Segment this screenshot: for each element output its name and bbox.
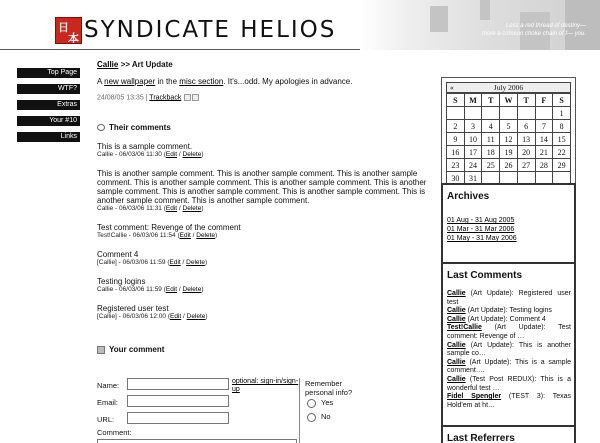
calendar-day[interactable]: 5	[500, 120, 518, 133]
calendar-day[interactable]: 28	[535, 159, 553, 172]
edit-comment-link[interactable]: Edit	[165, 205, 178, 213]
comment-meta: Callie - 06/03/06 11:59 (Edit / Delete)	[97, 286, 204, 294]
weekday-label: W	[500, 94, 518, 107]
calendar-week	[447, 159, 571, 172]
last-comment-author-link[interactable]: Callie	[447, 358, 466, 366]
nav-links[interactable]: Links	[17, 132, 80, 142]
delete-comment-link[interactable]: Delete	[186, 259, 205, 267]
post-author-link[interactable]: Callie	[97, 60, 119, 69]
calendar-day[interactable]: 2	[447, 120, 465, 133]
delete-comment-link[interactable]: Delete	[182, 151, 202, 159]
calendar-day[interactable]: 10	[464, 133, 482, 146]
weekday-label: S	[447, 94, 465, 107]
calendar-day[interactable]: 11	[482, 133, 500, 146]
calendar-day[interactable]: 13	[517, 133, 535, 146]
calendar-day	[535, 107, 553, 120]
calendar-week	[447, 120, 571, 133]
last-comment-author-link[interactable]: Callie	[447, 375, 466, 383]
last-comment-excerpt: (Art Update): This is another sample co…	[447, 341, 571, 358]
delete-comment-link[interactable]: Delete	[196, 232, 216, 240]
misc-section-link[interactable]: misc section	[179, 77, 224, 86]
last-comment-author-link[interactable]: Callie	[447, 307, 466, 315]
calendar-grid	[446, 93, 571, 185]
remember-no[interactable]: No	[307, 412, 331, 422]
last-comment-excerpt: (TEST 3): Texas Hold'em at ht…	[447, 393, 571, 409]
permalink-icon[interactable]	[192, 94, 199, 101]
name-input[interactable]	[127, 378, 229, 390]
radio-yes-icon[interactable]	[307, 399, 316, 408]
calendar-day[interactable]: 23	[447, 159, 465, 172]
calendar-day[interactable]: 26	[500, 159, 518, 172]
weekday-label: T	[482, 94, 500, 107]
comment-item	[97, 304, 437, 321]
comment-item	[97, 169, 437, 213]
last-comment-item	[447, 316, 571, 325]
last-comment-author-link[interactable]: Callie	[447, 290, 466, 297]
last-comment-item	[447, 342, 571, 359]
comment-text: This is a sample comment.	[97, 142, 193, 152]
archives-title: Archives	[447, 191, 490, 202]
comment-meta: Callie - 06/03/06 11:30 (Edit / Delete)	[97, 151, 204, 159]
calendar-day[interactable]: 31	[464, 172, 482, 185]
calendar-day[interactable]: 17	[464, 146, 482, 159]
comment-text: Testing logins	[97, 277, 146, 287]
last-referrers-title: Last Referrers	[447, 433, 515, 443]
calendar-day[interactable]: 4	[482, 120, 500, 133]
last-comment-author-link[interactable]: Fidel Spengler	[447, 393, 502, 401]
last-comment-excerpt: (Art Update): Registered user test	[447, 290, 571, 306]
calendar-day[interactable]: 14	[535, 133, 553, 146]
speech-bubble-icon	[97, 124, 105, 131]
radio-no-icon[interactable]	[307, 413, 316, 422]
last-comment-author-link[interactable]: Callie	[447, 341, 466, 349]
calendar-day[interactable]: 19	[500, 146, 518, 159]
calendar-day	[464, 107, 482, 120]
comments-heading: Their comments	[97, 123, 437, 132]
main-nav	[17, 68, 80, 148]
calendar-day[interactable]: 20	[517, 146, 535, 159]
last-referrers-box	[441, 425, 576, 443]
comment-item	[97, 277, 437, 294]
last-comment-item	[447, 290, 571, 307]
calendar-day	[447, 107, 465, 120]
comment-meta: [Callie] - 06/03/06 12:00 (Edit / Delete)	[97, 313, 208, 321]
logo-icon[interactable]: 日 本	[55, 17, 82, 44]
comment-meta: Callie - 06/03/06 11:31 (Edit / Delete)	[97, 205, 204, 213]
calendar-day	[517, 107, 535, 120]
calendar-day[interactable]: 22	[553, 146, 571, 159]
weekday-label: T	[517, 94, 535, 107]
calendar-week	[447, 133, 571, 146]
calendar-header	[446, 82, 571, 93]
archive-link[interactable]: 01 May - 31 May 2006	[447, 235, 517, 242]
url-input[interactable]	[127, 412, 229, 424]
comment-item	[97, 250, 437, 267]
last-comment-item	[447, 393, 571, 410]
last-comment-excerpt: (Art Update): This is a sample comment….	[447, 358, 571, 375]
url-label: URL:	[97, 415, 115, 424]
calendar-day[interactable]: 6	[517, 120, 535, 133]
calendar-day[interactable]: 1	[553, 107, 571, 120]
comment-form-icon	[97, 346, 105, 354]
edit-comment-link[interactable]: Edit	[170, 313, 182, 321]
calendar-day[interactable]: 9	[447, 133, 465, 146]
nav-extras[interactable]: Extras	[17, 100, 80, 110]
calendar-day[interactable]: 30	[447, 172, 465, 185]
post-body: A new wallpaper in the misc section. It's...odd. My apologies in advance.	[97, 77, 353, 86]
last-comment-excerpt: (Art Update): Comment 4	[465, 315, 546, 323]
comment-item	[97, 142, 437, 159]
delete-comment-link[interactable]: Delete	[182, 286, 202, 294]
calendar-week	[447, 146, 571, 159]
last-comment-excerpt: (Test Post REDUX): This is a wonderful test …	[447, 375, 571, 392]
calendar-day[interactable]: 25	[482, 159, 500, 172]
edit-comment-link[interactable]: Edit	[179, 232, 191, 240]
last-comment-excerpt: (Art Update): Test comment: Revenge of …	[447, 324, 571, 340]
edit-comment-link[interactable]: Edit	[165, 151, 178, 159]
site-header	[0, 0, 600, 50]
archive-link[interactable]: 01 Mar - 31 Mar 2006	[447, 226, 515, 233]
edit-comment-link[interactable]: Edit	[165, 286, 178, 294]
trackback-link[interactable]: Trackback	[149, 94, 182, 102]
comment-meta: Test!Callie - 06/03/06 11:54 (Edit / Delete)	[97, 232, 218, 240]
calendar-day	[482, 107, 500, 120]
weekday-label: F	[535, 94, 553, 107]
last-comments-title: Last Comments	[447, 270, 523, 281]
calendar-day[interactable]: 15	[553, 133, 571, 146]
weekday-label: S	[553, 94, 571, 107]
calendar-day[interactable]: 16	[447, 146, 465, 159]
delete-comment-link[interactable]: Delete	[182, 205, 202, 213]
calendar-day[interactable]: 18	[482, 146, 500, 159]
comment-meta: [Callie] - 06/03/06 11:59 (Edit / Delete)	[97, 259, 208, 267]
name-label: Name:	[97, 381, 120, 390]
archive-link[interactable]: 01 Aug - 31 Aug 2005	[447, 217, 515, 224]
delete-comment-link[interactable]: Delete	[186, 313, 206, 321]
email-label: Email:	[97, 398, 118, 407]
calendar-day[interactable]: 21	[535, 146, 553, 159]
prev-month-link[interactable]: «	[450, 83, 454, 92]
last-comment-excerpt: (Art Update): Testing logins	[465, 307, 552, 315]
main-content	[97, 60, 437, 364]
comment-text: This is another sample comment. This is another sample comment. This is another sample comment. This is another sample comment. This is another sample comment. This is another sample comment. This is another sample comment. This is another sample comment. This is another sample comment. This is another sample comment.	[97, 169, 427, 206]
email-input[interactable]	[127, 395, 229, 407]
last-comment-item	[447, 376, 571, 393]
remember-yes[interactable]: Yes	[307, 398, 333, 408]
calendar-day[interactable]: 3	[464, 120, 482, 133]
nav-top-page[interactable]: Top Page	[17, 68, 80, 78]
calendar-week	[447, 107, 571, 120]
comment-textarea[interactable]	[97, 439, 297, 443]
last-comment-author-link[interactable]: Callie	[447, 315, 466, 323]
calendar-day[interactable]: 29	[553, 159, 571, 172]
comment-text: Registered user test	[97, 304, 169, 314]
calendar-day[interactable]: 27	[517, 159, 535, 172]
calendar-day[interactable]: 7	[535, 120, 553, 133]
last-comment-item	[447, 359, 571, 376]
comment-list	[97, 142, 437, 321]
weekday-label: M	[464, 94, 482, 107]
last-comments-box	[441, 262, 576, 437]
calendar-day[interactable]: 12	[500, 133, 518, 146]
wallpaper-link[interactable]: new wallpaper	[104, 77, 156, 86]
edit-comment-link[interactable]: Edit	[169, 259, 181, 267]
last-comment-item	[447, 307, 571, 316]
post-meta: 24/08/05 13:35 | Trackback	[97, 94, 437, 101]
form-divider	[299, 378, 300, 443]
tagline: Less a red thread of destiny— more a crimson choke chain of f— you.	[481, 23, 586, 37]
calendar-month: July 2006	[493, 83, 524, 92]
comment-item	[97, 223, 437, 240]
remember-label: Remember personal info?	[305, 379, 353, 397]
nav-your-10[interactable]: Your #10	[17, 116, 80, 126]
nav-wtf[interactable]: WTF?	[17, 84, 80, 94]
calendar-day	[500, 107, 518, 120]
comment-label: Comment:	[97, 428, 132, 437]
post-title: Callie >> Art Update	[97, 60, 173, 69]
comment-text: Test comment: Revenge of the comment	[97, 223, 241, 233]
calendar-day[interactable]: 24	[464, 159, 482, 172]
signup-link[interactable]: optional: sign-in/sign-up	[232, 378, 299, 393]
comment-text: Comment 4	[97, 250, 139, 260]
your-comment-heading: Your comment	[97, 345, 437, 354]
last-comment-item	[447, 324, 571, 341]
trackback-icon[interactable]	[184, 94, 191, 101]
site-title[interactable]: SYNDICATE HELIOS	[84, 17, 337, 43]
calendar-day[interactable]: 8	[553, 120, 571, 133]
last-comment-author-link[interactable]: Test!Callie	[447, 324, 482, 332]
